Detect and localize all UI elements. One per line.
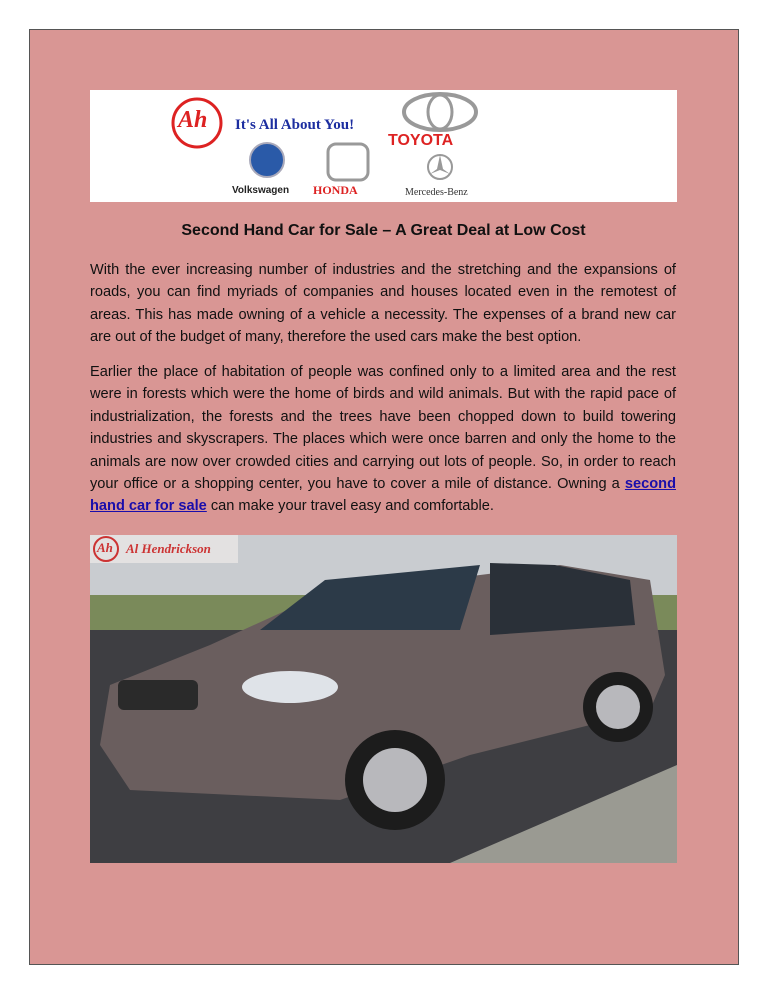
car-illustration bbox=[90, 535, 677, 863]
slogan: It's All About You! bbox=[235, 117, 355, 133]
brand-volkswagen: Volkswagen bbox=[232, 185, 290, 196]
vw-logo-icon bbox=[250, 143, 284, 177]
paragraph-2-text: Earlier the place of habitation of people was confined only to a limited area and the rest were in forests which were the home of birds and wild animals. But with the rapid pace of industrialization, the forests and the trees have been chopped down to build towering industries and skyscrapers. The places which were once barren and only the home to the animals are now over crowded cities and carrying out lots of people. So, in order to reach your office or a shopping center, you have to cover a mile of distance. Owning a bbox=[90, 364, 676, 493]
brand-honda: HONDA bbox=[313, 183, 358, 197]
watermark-logo-text: Ah bbox=[97, 540, 113, 555]
watermark-text: Al Hendrickson bbox=[126, 541, 211, 556]
brand-mercedes: Mercedes-Benz bbox=[405, 187, 468, 198]
car-photo bbox=[90, 535, 677, 863]
paragraph-1: With the ever increasing number of industries and the stretching and the expansions of roads, you can find myriads of companies and houses located even in the remotest of areas. This has made owning of a vehicle a necessity. The expenses of a brand new car are out of the budget of many, therefore the used cars make the best option. bbox=[90, 262, 676, 346]
toyota-logo-icon bbox=[404, 94, 476, 130]
paragraph-2 bbox=[90, 361, 676, 518]
paragraph-2-end: can make your travel easy and comfortable. bbox=[206, 498, 494, 515]
honda-logo-icon bbox=[328, 144, 368, 180]
dealer-logo-text: Ah bbox=[178, 107, 208, 133]
brand-toyota: TOYOTA bbox=[388, 132, 454, 149]
brand-banner bbox=[90, 90, 677, 202]
second-hand-car-link[interactable]: second hand car for sale bbox=[90, 476, 676, 515]
article-title: Second Hand Car for Sale – A Great Deal at Low Cost bbox=[181, 222, 586, 239]
